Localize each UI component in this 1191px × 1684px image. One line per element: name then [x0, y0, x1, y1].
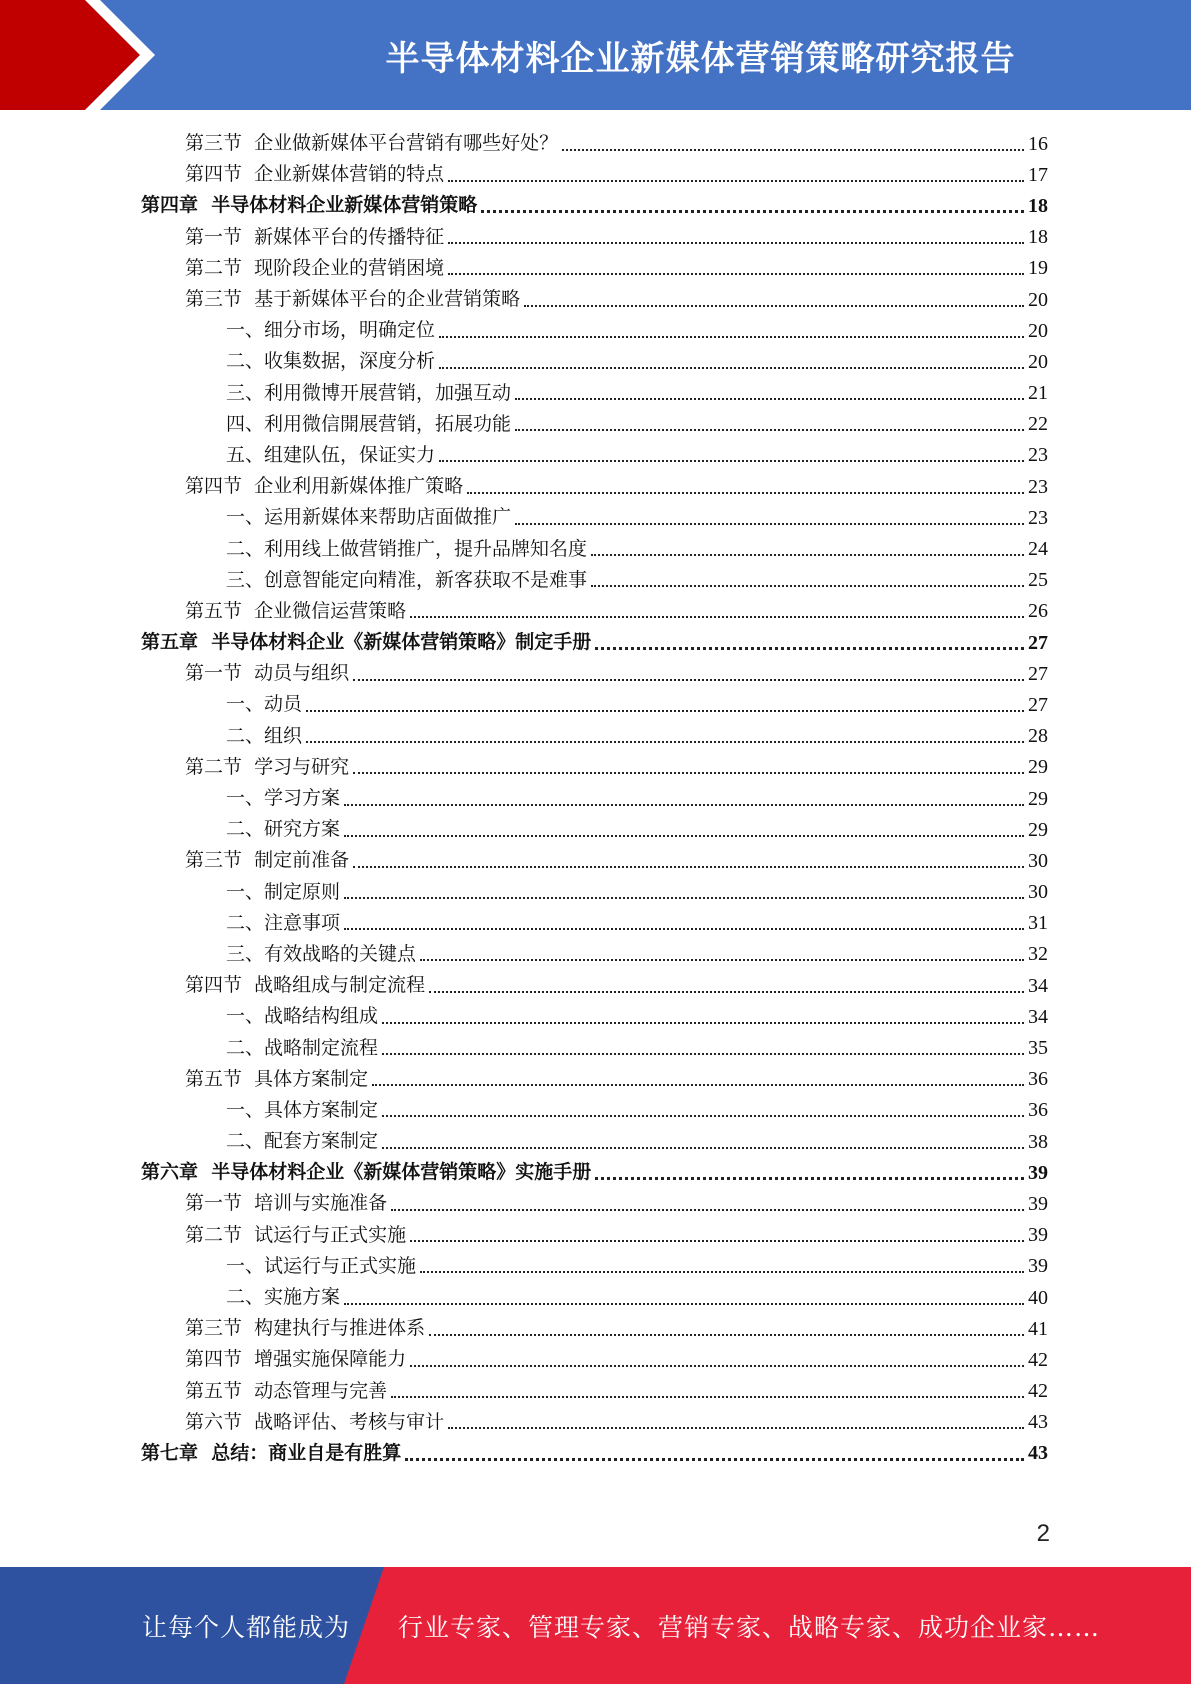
toc-entry-page: 42: [1028, 1380, 1048, 1403]
toc-section-entry[interactable]: [141, 128, 1048, 159]
toc-entry-page: 27: [1028, 631, 1048, 654]
toc-subsection-entry[interactable]: [141, 1251, 1048, 1282]
toc-entry-label: 二、战略制定流程: [226, 1036, 379, 1059]
toc-entry-page: 32: [1028, 943, 1048, 966]
toc-entry-page: 42: [1028, 1348, 1048, 1371]
toc-dot-leader: [439, 336, 1024, 338]
toc-entry-label: 第六章 半导体材料企业《新媒体营销策略》实施手册: [141, 1161, 592, 1184]
toc-entry-label: 第五节 动态管理与完善: [185, 1379, 388, 1402]
toc-subsection-entry[interactable]: [141, 877, 1048, 908]
toc-dot-leader: [515, 429, 1024, 431]
toc-section-entry[interactable]: [141, 1344, 1048, 1375]
toc-subsection-entry[interactable]: [141, 502, 1048, 533]
toc-entry-label: 二、实施方案: [226, 1286, 341, 1309]
toc-dot-leader: [481, 210, 1024, 213]
toc-subsection-entry[interactable]: [141, 689, 1048, 720]
toc-dot-leader: [405, 1458, 1024, 1461]
toc-section-entry[interactable]: [141, 1188, 1048, 1219]
toc-entry-label: 五、组建队伍，保证实力: [226, 443, 436, 466]
toc-subsection-entry[interactable]: [141, 721, 1048, 752]
toc-subsection-entry[interactable]: [141, 1282, 1048, 1313]
toc-entry-page: 23: [1028, 475, 1048, 498]
toc-dot-leader: [420, 959, 1024, 961]
toc-entry-label: 第五节 具体方案制定: [185, 1067, 369, 1090]
toc-entry-page: 39: [1028, 1161, 1048, 1184]
toc-dot-leader: [429, 1334, 1024, 1336]
toc-dot-leader: [344, 1303, 1024, 1305]
toc-entry-page: 29: [1028, 756, 1048, 779]
toc-entry-label: 一、细分市场，明确定位: [226, 319, 436, 342]
toc-section-entry[interactable]: [141, 222, 1048, 253]
document-title: 半导体材料企业新媒体营销策略研究报告: [385, 38, 1016, 79]
toc-dot-leader: [515, 398, 1024, 400]
toc-dot-leader: [344, 897, 1024, 899]
toc-entry-label: 一、试运行与正式实施: [226, 1254, 417, 1277]
toc-entry-label: 二、配套方案制定: [226, 1130, 379, 1153]
toc-subsection-entry[interactable]: [141, 1095, 1048, 1126]
toc-chapter-entry[interactable]: [141, 1157, 1048, 1188]
toc-dot-leader: [524, 305, 1024, 307]
toc-dot-leader: [372, 1084, 1024, 1086]
toc-chapter-entry[interactable]: [141, 627, 1048, 658]
footer-slogan-left: 让每个人都能成为: [142, 1612, 351, 1642]
toc-entry-page: 34: [1028, 1005, 1048, 1028]
toc-entry-label: 一、动员: [226, 693, 303, 716]
toc-dot-leader: [382, 1022, 1024, 1024]
toc-entry-label: 第六节 战略评估、考核与审计: [185, 1410, 445, 1433]
toc-entry-label: 三、创意智能定向精准，新客获取不是难事: [226, 568, 588, 591]
toc-dot-leader: [595, 647, 1024, 650]
toc-entry-page: 19: [1028, 257, 1048, 280]
toc-section-entry[interactable]: [141, 1313, 1048, 1344]
toc-entry-label: 第七章 总结：商业自是有胜算: [141, 1441, 402, 1464]
toc-section-entry[interactable]: [141, 159, 1048, 190]
toc-section-entry[interactable]: [141, 1220, 1048, 1251]
toc-section-entry[interactable]: [141, 596, 1048, 627]
toc-section-entry[interactable]: [141, 253, 1048, 284]
toc-dot-leader: [591, 554, 1024, 556]
toc-entry-page: 36: [1028, 1068, 1048, 1091]
toc-dot-leader: [344, 804, 1024, 806]
toc-entry-page: 43: [1028, 1442, 1048, 1465]
toc-section-entry[interactable]: [141, 1407, 1048, 1438]
toc-entry-label: 第二节 现阶段企业的营销困境: [185, 256, 445, 279]
toc-entry-page: 20: [1028, 319, 1048, 342]
toc-section-entry[interactable]: [141, 1064, 1048, 1095]
toc-section-entry[interactable]: [141, 752, 1048, 783]
toc-entry-page: 21: [1028, 382, 1048, 405]
toc-entry-page: 23: [1028, 444, 1048, 467]
toc-entry-label: 一、运用新媒体来帮助店面做推广: [226, 506, 512, 529]
toc-dot-leader: [429, 991, 1024, 993]
toc-entry-label: 第四章 半导体材料企业新媒体营销策略: [141, 194, 478, 217]
page-number: 2: [1036, 1520, 1050, 1547]
toc-entry-label: 第五章 半导体材料企业《新媒体营销策略》制定手册: [141, 631, 592, 654]
toc-dot-leader: [391, 1209, 1024, 1211]
toc-dot-leader: [562, 149, 1024, 151]
toc-entry-page: 30: [1028, 849, 1048, 872]
toc-subsection-entry[interactable]: [141, 440, 1048, 471]
toc-dot-leader: [439, 367, 1024, 369]
page-footer: [0, 1567, 1191, 1684]
toc-subsection-entry[interactable]: [141, 814, 1048, 845]
toc-entry-page: 23: [1028, 506, 1048, 529]
toc-dot-leader: [515, 523, 1024, 525]
toc-entry-label: 第四节 企业新媒体营销的特点: [185, 163, 445, 186]
toc-dot-leader: [391, 1396, 1024, 1398]
toc-entry-label: 第一节 培训与实施准备: [185, 1192, 388, 1215]
toc-entry-page: 35: [1028, 1037, 1048, 1060]
toc-dot-leader: [344, 928, 1024, 930]
toc-entry-page: 41: [1028, 1317, 1048, 1340]
toc-entry-label: 三、有效战略的关键点: [226, 942, 417, 965]
toc-entry-label: 二、组织: [226, 724, 303, 747]
toc-section-entry[interactable]: [141, 658, 1048, 689]
toc-entry-label: 一、具体方案制定: [226, 1098, 379, 1121]
toc-subsection-entry[interactable]: [141, 908, 1048, 939]
toc-entry-page: 29: [1028, 787, 1048, 810]
toc-section-entry[interactable]: [141, 970, 1048, 1001]
toc-entry-page: 39: [1028, 1255, 1048, 1278]
table-of-contents: [141, 128, 1048, 1469]
toc-entry-page: 34: [1028, 974, 1048, 997]
toc-dot-leader: [448, 180, 1024, 182]
toc-dot-leader: [595, 1177, 1024, 1180]
toc-subsection-entry[interactable]: [141, 346, 1048, 377]
toc-entry-label: 二、收集数据，深度分析: [226, 350, 436, 373]
toc-entry-label: 二、利用线上做营销推广，提升品牌知名度: [226, 537, 588, 560]
toc-subsection-entry[interactable]: [141, 315, 1048, 346]
toc-entry-page: 18: [1028, 194, 1048, 217]
toc-entry-page: 17: [1028, 163, 1048, 186]
toc-dot-leader: [353, 772, 1024, 774]
toc-entry-label: 第三节 基于新媒体平台的企业营销策略: [185, 288, 521, 311]
toc-entry-label: 第三节 企业做新媒体平台营销有哪些好处？: [185, 132, 559, 155]
page-header: [0, 0, 1191, 110]
toc-dot-leader: [448, 1427, 1024, 1429]
header-arrow-decoration: [0, 0, 160, 110]
toc-dot-leader: [306, 710, 1024, 712]
toc-entry-label: 第三节 构建执行与推进体系: [185, 1317, 426, 1340]
toc-entry-label: 第四节 企业利用新媒体推广策略: [185, 475, 464, 498]
toc-dot-leader: [591, 585, 1024, 587]
toc-section-entry[interactable]: [141, 845, 1048, 876]
toc-entry-label: 第四节 增强实施保障能力: [185, 1348, 407, 1371]
toc-entry-page: 20: [1028, 288, 1048, 311]
toc-entry-page: 25: [1028, 569, 1048, 592]
toc-dot-leader: [353, 866, 1024, 868]
toc-dot-leader: [448, 242, 1024, 244]
toc-subsection-entry[interactable]: [141, 783, 1048, 814]
toc-entry-page: 29: [1028, 818, 1048, 841]
toc-dot-leader: [410, 1365, 1024, 1367]
toc-entry-label: 第二节 试运行与正式实施: [185, 1223, 407, 1246]
toc-entry-page: 28: [1028, 725, 1048, 748]
toc-subsection-entry[interactable]: [141, 1126, 1048, 1157]
toc-dot-leader: [353, 679, 1024, 681]
toc-dot-leader: [420, 1271, 1024, 1273]
toc-subsection-entry[interactable]: [141, 533, 1048, 564]
toc-entry-page: 31: [1028, 912, 1048, 935]
toc-dot-leader: [382, 1053, 1024, 1055]
toc-entry-label: 第二节 学习与研究: [185, 755, 350, 778]
toc-section-entry[interactable]: [141, 284, 1048, 315]
toc-entry-page: 22: [1028, 413, 1048, 436]
toc-entry-page: 18: [1028, 226, 1048, 249]
toc-entry-label: 第一节 动员与组织: [185, 662, 350, 685]
toc-entry-page: 30: [1028, 881, 1048, 904]
toc-entry-page: 27: [1028, 693, 1048, 716]
toc-subsection-entry[interactable]: [141, 409, 1048, 440]
toc-entry-label: 一、制定原则: [226, 880, 341, 903]
toc-entry-label: 四、利用微信開展营销，拓展功能: [226, 412, 512, 435]
toc-section-entry[interactable]: [141, 1376, 1048, 1407]
toc-entry-label: 三、利用微博开展营销，加强互动: [226, 381, 512, 404]
toc-dot-leader: [382, 1147, 1024, 1149]
toc-subsection-entry[interactable]: [141, 565, 1048, 596]
toc-section-entry[interactable]: [141, 471, 1048, 502]
toc-subsection-entry[interactable]: [141, 1032, 1048, 1063]
toc-entry-label: 第三节 制定前准备: [185, 849, 350, 872]
toc-entry-label: 第五节 企业微信运营策略: [185, 599, 407, 622]
toc-dot-leader: [306, 741, 1024, 743]
toc-entry-page: 38: [1028, 1130, 1048, 1153]
toc-entry-page: 27: [1028, 662, 1048, 685]
toc-entry-page: 39: [1028, 1224, 1048, 1247]
toc-entry-page: 20: [1028, 350, 1048, 373]
toc-entry-page: 39: [1028, 1192, 1048, 1215]
toc-dot-leader: [448, 273, 1024, 275]
toc-dot-leader: [439, 460, 1024, 462]
toc-entry-page: 24: [1028, 538, 1048, 561]
toc-entry-label: 二、注意事项: [226, 911, 341, 934]
toc-entry-page: 43: [1028, 1411, 1048, 1434]
toc-subsection-entry[interactable]: [141, 1001, 1048, 1032]
toc-entry-label: 一、学习方案: [226, 787, 341, 810]
toc-entry-label: 第四节 战略组成与制定流程: [185, 974, 426, 997]
toc-entry-label: 二、研究方案: [226, 818, 341, 841]
toc-dot-leader: [467, 492, 1024, 494]
toc-entry-page: 36: [1028, 1099, 1048, 1122]
toc-dot-leader: [382, 1115, 1024, 1117]
toc-entry-page: 16: [1028, 132, 1048, 155]
footer-slogan-right: 行业专家、管理专家、营销专家、战略专家、成功企业家……: [398, 1612, 1101, 1642]
toc-subsection-entry[interactable]: [141, 378, 1048, 409]
toc-entry-label: 第一节 新媒体平台的传播特征: [185, 225, 445, 248]
toc-entry-page: 26: [1028, 600, 1048, 623]
toc-chapter-entry[interactable]: [141, 1438, 1048, 1469]
toc-chapter-entry[interactable]: [141, 190, 1048, 221]
toc-dot-leader: [344, 835, 1024, 837]
toc-dot-leader: [410, 1240, 1024, 1242]
toc-subsection-entry[interactable]: [141, 939, 1048, 970]
toc-entry-label: 一、战略结构组成: [226, 1005, 379, 1028]
toc-dot-leader: [410, 616, 1024, 618]
toc-entry-page: 40: [1028, 1286, 1048, 1309]
